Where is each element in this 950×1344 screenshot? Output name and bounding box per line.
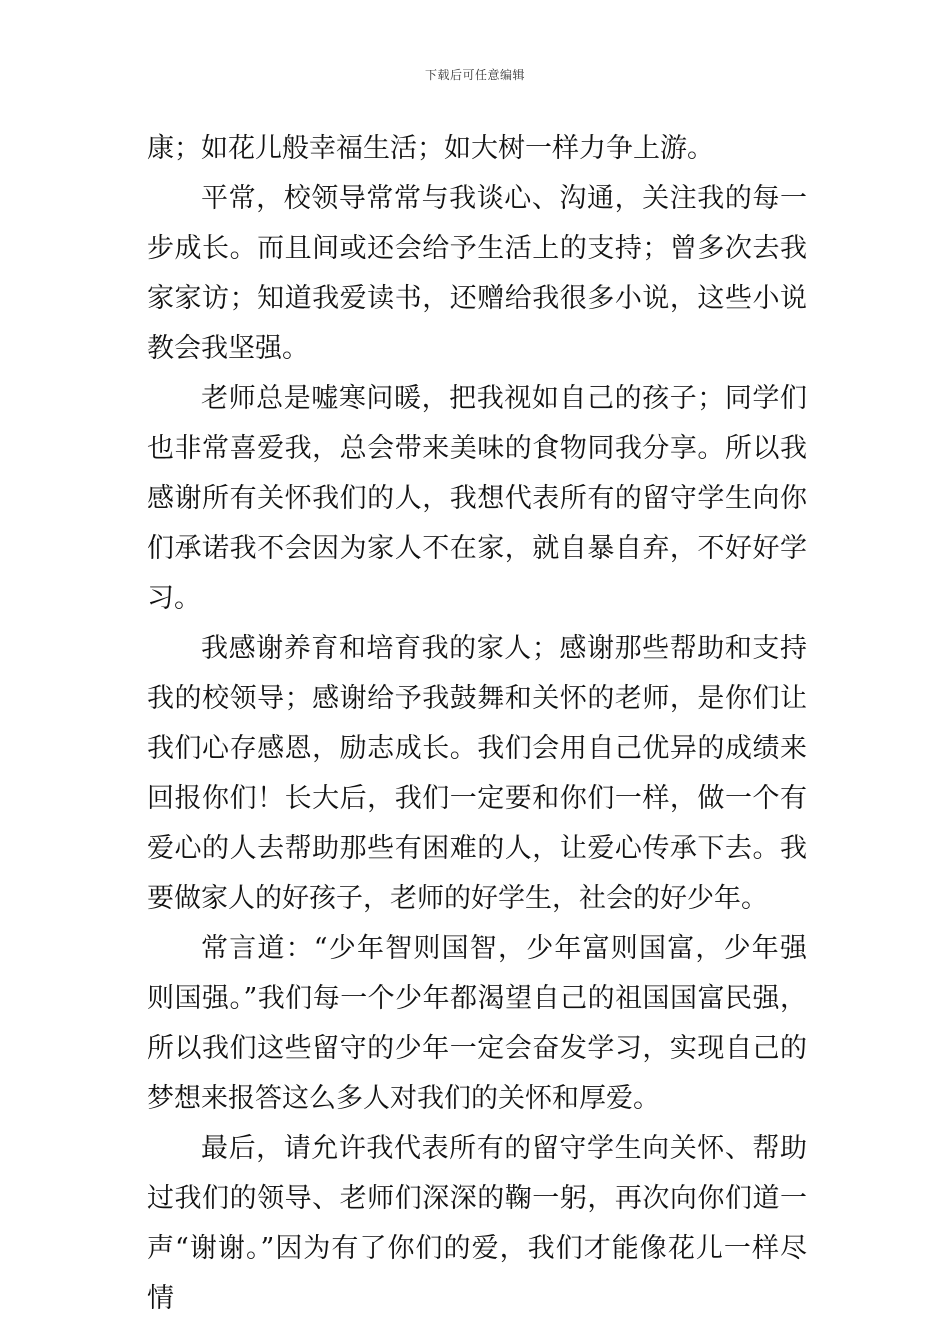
paragraph-teachers-classmates: 老师总是嘘寒问暖，把我视如自己的孩子；同学们也非常喜爱我，总会带来美味的食物同我分享。所以我感谢所有关怀我们的人，我想代表所有的留守学生向你们承诺我不会因为家人不在家，就自暴自弃，不好好学习。 bbox=[147, 383, 807, 614]
document-body bbox=[147, 124, 807, 1324]
paragraph-gratitude: 我感谢养育和培育我的家人；感谢那些帮助和支持我的校领导；感谢给予我鼓舞和关怀的老师，是你们让我们心存感恩，励志成长。我们会用自己优异的成绩来回报你们！长大后，我们一定要和你们一样，做一个有爱心的人去帮助那些有困难的人，让爱心传承下去。我要做家人的好孩子，老师的好学生，社会的好少年。 bbox=[147, 633, 807, 914]
paragraph-continuation: 康；如花儿般幸福生活；如大树一样力争上游。 bbox=[147, 133, 714, 164]
paragraph-saying: 常言道：“少年智则国智，少年富则国富，少年强则国强。”我们每一个少年都渴望自己的祖国国富民强，所以我们这些留守的少年一定会奋发学习，实现自己的梦想来报答这么多人对我们的关怀和厚爱。 bbox=[147, 933, 807, 1114]
paragraph-school-leaders: 平常，校领导常常与我谈心、沟通，关注我的每一步成长。而且间或还会给予生活上的支持；曾多次去我家家访；知道我爱读书，还赠给我很多小说，这些小说教会我坚强。 bbox=[147, 183, 807, 364]
paragraph-closing: 最后，请允许我代表所有的留守学生向关怀、帮助过我们的领导、老师们深深的鞠一躬，再次向你们道一声“谢谢。”因为有了你们的爱，我们才能像花儿一样尽情 bbox=[147, 1133, 807, 1314]
page-header: 下载后可任意编辑 bbox=[424, 68, 525, 82]
